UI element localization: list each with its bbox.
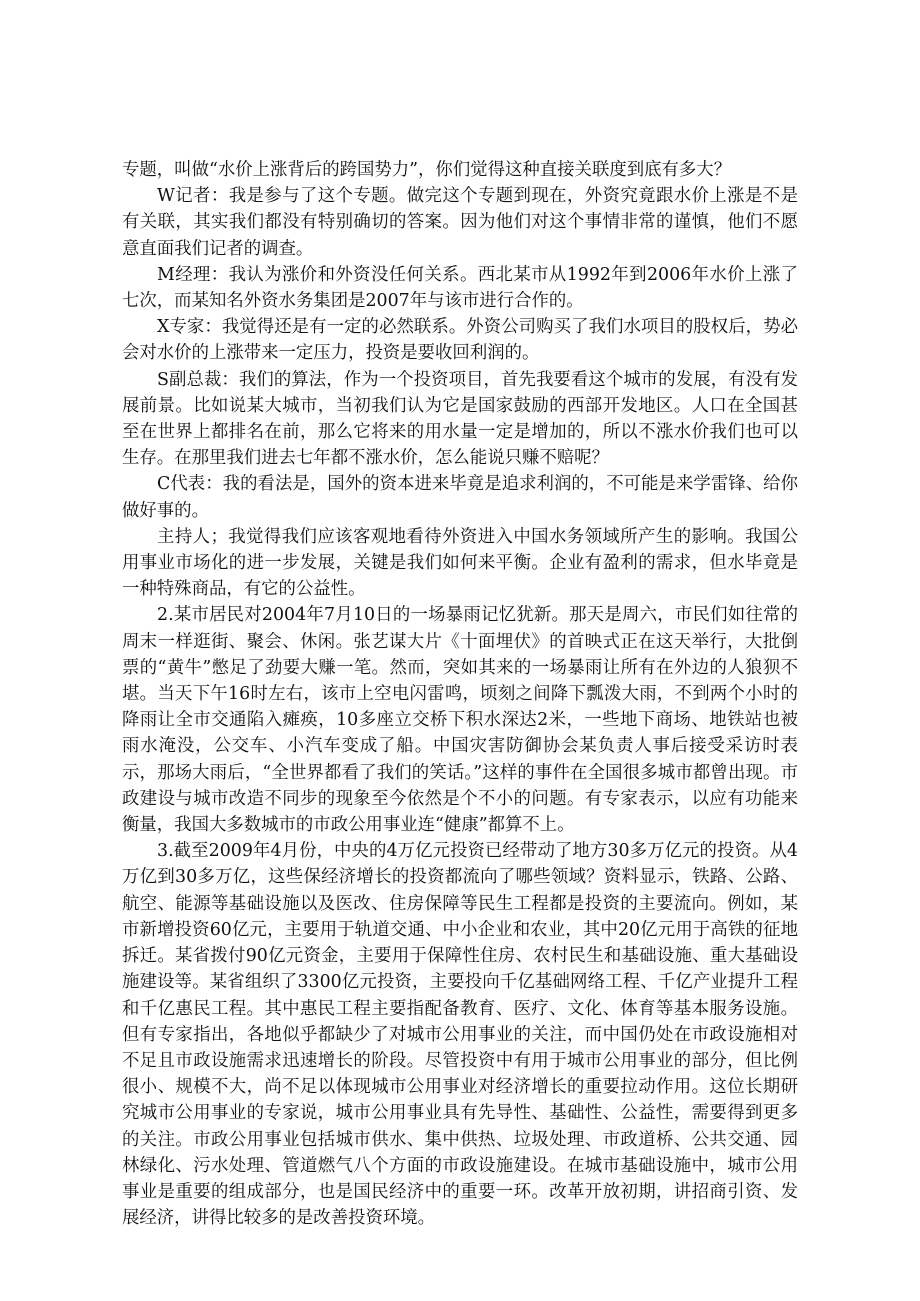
paragraph-vice-president-s: S副总裁：我们的算法，作为一个投资项目，首先我要看这个城市的发展，有没有发展前景。比如说某大城市，当初我们认为它是国家鼓励的西部开发地区。人口在全国甚至在世界上都排名在前，那么它将来的用水量一定是增加的，所以不涨水价我们也可以生存。在那里我们进去七年都不涨水价，怎么能说只赚不赔呢？	[122, 369, 798, 469]
paragraph-reporter-w: W记者：我是参与了这个专题。做完这个专题到现在，外资究竟跟水价上涨是不是有关联，其实我们都没有特别确切的答案。因为他们对这个事情非常的谨慎，他们不愿意直面我们记者的调查。	[122, 186, 798, 259]
document-body	[122, 157, 798, 1231]
paragraph-host: 主持人；我觉得我们应该客观地看待外资进入中国水务领域所产生的影响。我国公用事业市场化的进一步发展，关键是我们如何来平衡。企业有盈利的需求，但水毕竟是一种特殊商品，有它的公益性。	[122, 526, 798, 600]
paragraph-manager-m: M经理：我认为涨价和外资没任何关系。西北某市从1992年到2006年水价上涨了七次，而某知名外资水务集团是2007年与该市进行合作的。	[122, 264, 798, 312]
paragraph-material-3: 3.截至2009年4月份，中央的4万亿元投资已经带动了地方30多万亿元的投资。从4万亿到30多万亿，这些保经济增长的投资都流向了哪些领域？资料显示，铁路、公路、航空、能源等基础设施以及医改、住房保障等民生工程都是投资的主要流向。例如，某市新增投资60亿元，主要用于轨道交通、中小企业和农业，其中20亿元用于高铁的征地拆迁。某省拨付90亿元资金，主要用于保障性住房、农村民生和基础设施、重大基础设施建设等。某省组织了3300亿元投资，主要投向千亿基础网络工程、千亿产业提升工程和千亿惠民工程。其中惠民工程主要指配备教育、医疗、文化、体育等基本服务设施。但有专家指出，各地似乎都缺少了对城市公用事业的关注，而中国仍处在市政设施相对不足且市政设施需求迅速增长的阶段。尽管投资中有用于城市公用事业的部分，但比例很小、规模不大，尚不足以体现城市公用事业对经济增长的重要拉动作用。这位长期研究城市公用事业的专家说，城市公用事业具有先导性、基础性、公益性，需要得到更多的关注。市政公用事业包括城市供水、集中供热、垃圾处理、市政道桥、公共交通、园林绿化、污水处理、管道燃气八个方面的市政设施建设。在城市基础设施中，城市公用事业是重要的组成部分，也是国民经济中的重要一环。改革开放初期，讲招商引资、发展经济，讲得比较多的是改善投资环境。	[122, 841, 798, 1229]
paragraph-expert-x: X专家：我觉得还是有一定的必然联系。外资公司购买了我们水项目的股权后，势必会对水价的上涨带来一定压力，投资是要收回利润的。	[122, 317, 798, 364]
paragraph-topic-question: 专题，叫做“水价上涨背后的跨国势力”，你们觉得这种直接关联度到底有多大？	[122, 160, 732, 180]
paragraph-material-2: 2.某市居民对2004年7月10日的一场暴雨记忆犹新。那天是周六，市民们如往常的周末一样逛街、聚会、休闲。张艺谋大片《十面埋伏》的首映式正在这天举行，大批倒票的“黄牛”憋足了劲要大赚一笔。然而，突如其来的一场暴雨让所有在外边的人狼狈不堪。当天下午16时左右，该市上空电闪雷鸣，顷刻之间降下瓢泼大雨，不到两个小时的降雨让全市交通陷入瘫痪，10多座立交桥下积水深达2米，一些地下商场、地铁站也被雨水淹没，公交车、小汽车变成了船。中国灾害防御协会某负责人事后接受采访时表示，那场大雨后，“全世界都看了我们的笑话。”这样的事件在全国很多城市都曾出现。市政建设与城市改造不同步的现象至今依然是个不小的问题。有专家表示，以应有功能来衡量，我国大多数城市的市政公用事业连“健康”都算不上。	[122, 605, 798, 836]
paragraph-representative-c: C代表：我的看法是，国外的资本进来毕竟是追求利润的，不可能是来学雷锋、给你做好事的。	[122, 474, 798, 521]
